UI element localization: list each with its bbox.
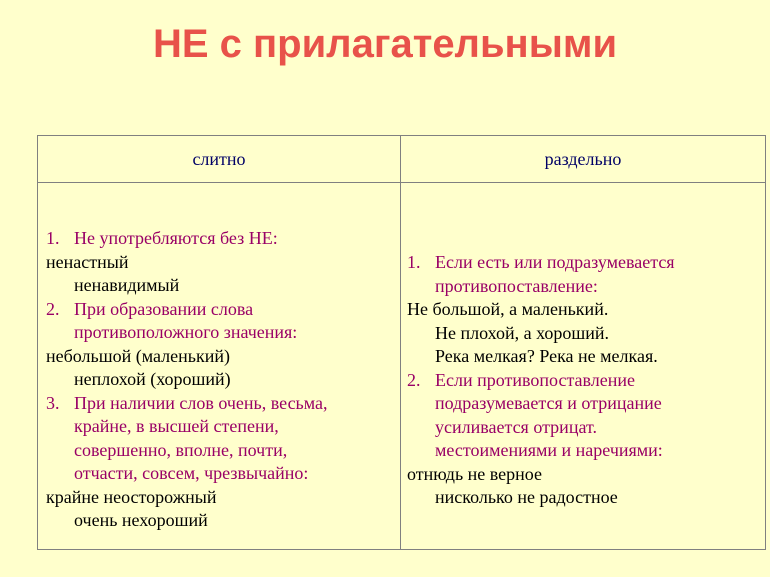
separate-rule-2 [407,369,765,393]
example: неплохой (хороший) [74,369,231,389]
rule-text: При наличии слов очень, весьма, [74,392,328,413]
separate-rules [401,183,765,510]
example: очень нехороший [74,510,208,530]
rule-text: Если противопоставление [435,369,636,390]
rule-text: усиливается отрицат. [435,416,597,437]
example: небольшой (маленький) [46,345,230,366]
rule-text: Не употребляются без НЕ: [74,228,278,248]
rule-text: противопоставление: [435,275,598,296]
separate-rule-1 [407,251,765,275]
cell-separate [401,183,766,550]
rule-text: подразумевается и отрицание [435,393,662,413]
content-row [38,183,766,550]
rule-number: 1. [46,228,60,248]
rule-number: 3. [46,392,60,413]
together-rule-3 [46,392,400,416]
rules-table [37,135,766,550]
example: отнюдь не верное [407,463,543,484]
example: Река мелкая? Река не мелкая. [435,346,658,366]
rule-text: Если есть или подразумевается [435,252,675,272]
rule-text: крайне, в высшей степени, [74,416,279,436]
rule-number: 2. [46,298,60,319]
page-title: НЕ с прилагательными [152,22,618,66]
header-row [38,136,766,183]
rule-text: совершенно, вполне, почти, [74,439,288,460]
together-rule-1 [46,227,400,251]
rule-text: местоимениями и наречиями: [435,440,663,460]
together-rules [38,183,400,533]
example: нисколько не радостное [435,487,618,507]
example: Не большой, а маленький. [407,299,609,319]
cell-together [38,183,401,550]
rule-text: противоположного значения: [74,322,298,342]
example: ненастный [46,251,129,272]
header-together: слитно [38,136,401,183]
header-separate: раздельно [401,136,766,183]
rule-text: отчасти, совсем, чрезвычайно: [74,463,309,483]
rule-text: При образовании слова [74,298,254,319]
together-rule-2 [46,298,400,322]
rule-number: 2. [407,369,421,390]
example: крайне неосторожный [46,486,217,507]
rule-number: 1. [407,252,421,272]
example: ненавидимый [74,275,180,295]
example: Не плохой, а хороший. [435,322,610,343]
